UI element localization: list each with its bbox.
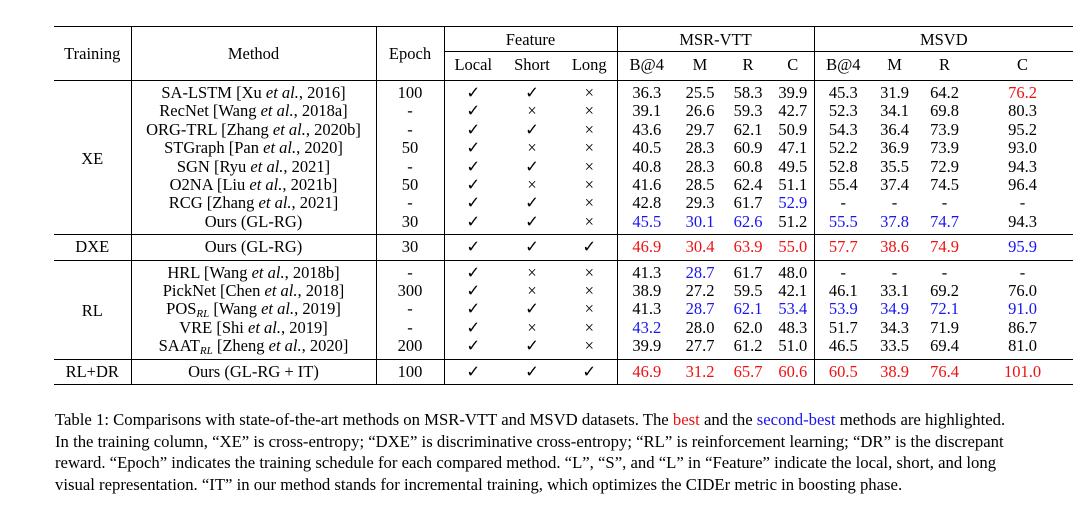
metric-value: - [1019, 193, 1026, 213]
table-body [54, 81, 1073, 385]
feature-mark: ✓ [525, 211, 539, 231]
citation-text: [Wang [209, 299, 262, 319]
metric-value: 62.4 [733, 175, 763, 195]
feature-mark: ✓ [502, 235, 562, 260]
metric-value: 65.7 [724, 359, 772, 384]
metric-value: 40.5 [632, 138, 662, 158]
method-subscript: RL [199, 345, 213, 358]
comparison-table [54, 26, 1073, 385]
metric-value: 95.9 [972, 235, 1073, 260]
method-cell [131, 81, 376, 103]
method-cell [131, 319, 376, 337]
feature-mark: ✓ [466, 211, 481, 231]
citation-text: [Zhang [202, 193, 259, 213]
method-name: RCG [168, 193, 203, 213]
citation-text: , 2021] [283, 156, 331, 176]
metric-value: 53.4 [772, 300, 814, 318]
feature-mark: ✓ [444, 359, 502, 384]
metric-value: 34.9 [880, 299, 909, 319]
feature-mark: × [562, 300, 617, 318]
citation-text: , 2016] [298, 83, 346, 102]
metric-value: 25.5 [676, 81, 724, 103]
metric-value: 91.0 [1008, 299, 1037, 319]
metric-value: 43.2 [632, 317, 662, 337]
metric-value: 62.1 [733, 119, 763, 139]
metric-value: 47.1 [772, 139, 814, 157]
metric-value: 48.0 [772, 260, 814, 282]
epoch-cell: 100 [376, 359, 444, 384]
method-cell [131, 260, 376, 282]
metric-value: 46.9 [617, 235, 676, 260]
metric-value: 80.3 [1008, 101, 1037, 121]
metric-value: 76.4 [917, 359, 972, 384]
training-cell: RL [54, 260, 131, 359]
citation-text: , 2020] [301, 336, 349, 356]
metric-value: 72.1 [930, 299, 959, 319]
metric-value: 73.9 [930, 119, 959, 139]
method-cell [131, 213, 376, 235]
metric-value: 55.4 [828, 175, 858, 195]
feature-mark: ✓ [444, 235, 502, 260]
feature-mark: ✓ [525, 299, 539, 319]
metric-value: 86.7 [1008, 317, 1037, 337]
citation-text: , 2018a] [293, 101, 348, 121]
table-row [54, 176, 1073, 194]
method-cell [131, 176, 376, 194]
metric-value: 28.5 [685, 175, 715, 195]
metric-value: 33.5 [880, 336, 909, 356]
metric-value: 35.5 [880, 156, 909, 176]
table-row [54, 260, 1073, 282]
metric-value: 62.6 [733, 211, 763, 231]
citation-text: [Shi [212, 317, 248, 337]
metric-value: 46.1 [828, 281, 858, 301]
epoch-cell: - [376, 300, 444, 318]
metric-value: 41.3 [617, 260, 676, 282]
metric-value: 37.4 [880, 175, 909, 195]
metric-value: 81.0 [1008, 336, 1037, 356]
citation-text: , 2019] [294, 299, 341, 319]
citation-text: , 2018] [297, 281, 345, 301]
metric-value: 49.5 [772, 158, 814, 176]
metric-header: B@4 [629, 54, 664, 74]
metric-value: 76.0 [1008, 281, 1037, 301]
metric-value: 34.1 [880, 101, 909, 121]
metric-value: 96.4 [1008, 175, 1037, 195]
metric-header: R [939, 54, 951, 74]
citation-etal: et al. [251, 262, 285, 282]
method-name: HRL [167, 262, 200, 282]
epoch-header: Epoch [376, 27, 444, 81]
metric-value: - [840, 193, 847, 213]
metric-value: 46.5 [828, 336, 858, 356]
epoch-cell: - [376, 260, 444, 282]
method-name: SA-LSTM [161, 83, 232, 102]
metric-value: 93.0 [1008, 138, 1037, 158]
citation-etal: et al. [258, 193, 292, 213]
feature-mark: × [502, 260, 562, 282]
citation-text: [Ryu [209, 156, 251, 176]
metric-value: - [917, 260, 972, 282]
epoch-cell: - [376, 194, 444, 212]
method-cell [131, 158, 376, 176]
metric-value: 73.9 [930, 138, 959, 158]
table-row [54, 139, 1073, 157]
epoch-cell: - [376, 121, 444, 139]
metric-value: 48.3 [772, 319, 814, 337]
metric-value: 39.9 [772, 81, 814, 103]
metric-value: 72.9 [930, 156, 959, 176]
caption-second-best-word: second-best [756, 410, 836, 429]
feature-mark: ✓ [466, 175, 481, 195]
metric-value: 38.9 [872, 359, 917, 384]
citation-etal: et al. [261, 299, 295, 319]
method-name: PickNet [162, 281, 216, 301]
method-cell [131, 235, 376, 260]
caption-line [55, 409, 1045, 431]
metric-value: 60.5 [814, 359, 872, 384]
metric-value: - [891, 193, 898, 213]
metric-header: M [887, 54, 902, 74]
method-name: Ours (GL-RG + IT) [188, 361, 319, 381]
metric-value: 26.6 [685, 101, 715, 121]
table-caption [55, 409, 1045, 495]
feature-local-header: Local [454, 54, 493, 74]
metric-value: 94.3 [1008, 156, 1037, 176]
training-header: Training [54, 27, 131, 81]
metric-value: 51.1 [772, 176, 814, 194]
metric-value: 60.6 [772, 359, 814, 384]
feature-mark: × [527, 101, 537, 121]
metric-value: 51.2 [772, 213, 814, 235]
metric-value: 62.1 [733, 299, 763, 319]
citation-text: , 2019] [281, 317, 328, 337]
metric-value: 28.3 [685, 156, 715, 176]
table-row [54, 213, 1073, 235]
feature-mark: ✓ [444, 260, 502, 282]
feature-header: Feature [444, 27, 617, 52]
method-name: POS [166, 299, 197, 319]
feature-mark: × [527, 281, 537, 301]
caption-text: and the [699, 410, 757, 429]
metric-value: 28.3 [685, 138, 715, 158]
method-name: VRE [179, 317, 213, 337]
epoch-cell: 30 [376, 235, 444, 260]
metric-value: 74.5 [930, 175, 959, 195]
training-cell: XE [54, 81, 131, 235]
metric-value: 39.9 [632, 336, 662, 356]
metric-value: - [941, 193, 948, 213]
metric-value: 54.3 [828, 119, 858, 139]
method-cell [131, 121, 376, 139]
method-name: Ours (GL-RG) [204, 211, 303, 231]
feature-mark: ✓ [444, 81, 502, 103]
metric-value: 38.6 [872, 235, 917, 260]
feature-mark: × [527, 138, 537, 158]
metric-value: 29.7 [685, 119, 715, 139]
metric-value: 101.0 [972, 359, 1073, 384]
method-name: Ours (GL-RG) [204, 237, 303, 257]
feature-mark: × [562, 337, 617, 359]
citation-etal: et al. [265, 83, 299, 102]
method-name: O2NA [169, 175, 213, 195]
method-cell [131, 359, 376, 384]
epoch-cell: 50 [376, 139, 444, 157]
method-header: Method [131, 27, 376, 81]
metric-value: 58.3 [724, 81, 772, 103]
epoch-cell: - [376, 319, 444, 337]
epoch-cell: - [376, 102, 444, 120]
table-row [54, 359, 1073, 384]
table-row [54, 282, 1073, 300]
metric-value: 76.2 [972, 81, 1073, 103]
metric-value: 28.7 [685, 299, 715, 319]
citation-text: [Pan [224, 138, 264, 158]
citation-etal: et al. [264, 281, 298, 301]
citation-etal: et al. [260, 101, 294, 121]
epoch-cell: 30 [376, 213, 444, 235]
metric-value: 40.8 [632, 156, 662, 176]
metric-value: 69.4 [930, 336, 959, 356]
metric-value: 69.8 [930, 101, 959, 121]
table-row [54, 337, 1073, 359]
citation-text: , 2021] [291, 193, 339, 213]
metric-value: 62.0 [733, 317, 763, 337]
feature-mark: × [562, 260, 617, 282]
metric-value: 31.2 [676, 359, 724, 384]
metric-value: 42.1 [772, 282, 814, 300]
metric-value: 31.9 [872, 81, 917, 103]
caption-best-word: best [672, 410, 700, 429]
citation-etal: et al. [272, 119, 306, 139]
table-row [54, 319, 1073, 337]
metric-value: 53.9 [828, 299, 858, 319]
method-name: STGraph [164, 138, 225, 158]
caption-line: visual representation. “IT” in our method stands for incremental training, which optimizes the CIDEr metric in boosting phase. [55, 474, 903, 494]
metric-value: 41.3 [632, 299, 662, 319]
feature-mark: ✓ [466, 138, 481, 158]
metric-value: 37.8 [880, 211, 909, 231]
training-cell: DXE [54, 235, 131, 260]
feature-mark: ✓ [502, 81, 562, 103]
metric-value: 52.9 [772, 194, 814, 212]
citation-etal: et al. [263, 138, 297, 158]
feature-mark: ✓ [466, 281, 481, 301]
table-row [54, 121, 1073, 139]
method-cell [131, 299, 376, 321]
metric-value: 50.9 [772, 121, 814, 139]
feature-long-header: Long [562, 52, 617, 81]
table-row [54, 102, 1073, 120]
citation-etal: et al. [268, 336, 302, 356]
method-cell [131, 282, 376, 300]
metric-value: 61.7 [733, 193, 763, 213]
metric-value: 46.9 [617, 359, 676, 384]
feature-mark: ✓ [466, 299, 481, 319]
method-name: SGN [176, 156, 210, 176]
metric-value: 95.2 [1008, 119, 1037, 139]
metric-value: - [814, 260, 872, 282]
caption-line: reward. “Epoch” indicates the training schedule for each compared method. “L”, “S”, and “L” in “Feature” indicate the local, short, and long [55, 453, 997, 473]
method-cell [131, 102, 376, 120]
metric-value: 28.0 [685, 317, 715, 337]
feature-mark: × [562, 319, 617, 337]
metric-value: 30.4 [676, 235, 724, 260]
feature-mark: × [562, 121, 617, 139]
metric-value: 52.3 [828, 101, 858, 121]
feature-mark: × [562, 213, 617, 235]
metric-value: 59.5 [733, 281, 763, 301]
feature-mark: ✓ [525, 119, 539, 139]
table-row [54, 300, 1073, 318]
feature-mark: ✓ [525, 193, 539, 213]
metric-value: 69.2 [930, 281, 959, 301]
feature-mark: ✓ [466, 336, 481, 356]
citation-text: [Zheng [212, 336, 269, 356]
citation-etal: et al. [249, 175, 283, 195]
method-cell [131, 139, 376, 157]
feature-mark: ✓ [466, 193, 481, 213]
metric-value: 74.7 [930, 211, 959, 231]
citation-text: [Liu [212, 175, 250, 195]
feature-mark: × [562, 139, 617, 157]
feature-mark: ✓ [562, 235, 617, 260]
metric-value: 29.3 [685, 193, 715, 213]
citation-text: [Zhang [216, 119, 273, 139]
epoch-cell: 100 [376, 81, 444, 103]
metric-value: 41.6 [632, 175, 662, 195]
metric-value: 55.5 [828, 211, 858, 231]
metric-value: 43.6 [632, 119, 662, 139]
caption-line: In the training column, “XE” is cross-entropy; “DXE” is discriminative cross-entropy; “RL” is reinforcement learning; “DR” is the discrepant [55, 431, 1004, 451]
table-row [54, 158, 1073, 176]
training-cell: RL+DR [54, 359, 131, 384]
metric-value: 30.1 [685, 211, 715, 231]
metric-value: 60.8 [733, 156, 763, 176]
caption-text: Table 1: Comparisons with state-of-the-art methods on MSR-VTT and MSVD datasets. The [55, 410, 673, 429]
metric-value: 52.8 [828, 156, 858, 176]
feature-mark: ✓ [466, 101, 481, 121]
metric-value: 63.9 [724, 235, 772, 260]
citation-text: , 2021b] [282, 175, 338, 195]
feature-mark: × [562, 282, 617, 300]
metric-value: 45.5 [632, 211, 662, 231]
feature-mark: ✓ [466, 119, 481, 139]
metric-value: 52.2 [828, 138, 858, 158]
epoch-cell: 300 [376, 282, 444, 300]
feature-short-header: Short [514, 54, 550, 74]
feature-mark: × [562, 158, 617, 176]
metric-value: 94.3 [1008, 211, 1037, 231]
metric-value: 51.7 [828, 317, 858, 337]
metric-value: 36.9 [880, 138, 909, 158]
metric-header: M [692, 54, 708, 74]
citation-text: [Wang [199, 262, 252, 282]
metric-value: 74.9 [917, 235, 972, 260]
method-cell [131, 194, 376, 212]
metric-value: 42.8 [632, 193, 662, 213]
feature-mark: × [562, 176, 617, 194]
feature-mark: × [562, 102, 617, 120]
metric-value: 57.7 [814, 235, 872, 260]
feature-mark: ✓ [525, 156, 539, 176]
metric-value: 64.2 [917, 81, 972, 103]
metric-value: 42.7 [772, 102, 814, 120]
metric-value: 33.1 [880, 281, 909, 301]
feature-mark: × [562, 81, 617, 103]
msvd-header: MSVD [814, 27, 1073, 52]
citation-text: , 2020b] [305, 119, 361, 139]
metric-value: 27.7 [685, 336, 715, 356]
metric-value: 38.9 [632, 281, 662, 301]
epoch-cell: - [376, 158, 444, 176]
epoch-cell: 200 [376, 337, 444, 359]
citation-text: , 2020] [296, 138, 343, 158]
metric-value: 51.0 [772, 337, 814, 359]
method-cell [131, 337, 376, 359]
table-row [54, 235, 1073, 260]
metric-header: C [772, 52, 814, 81]
method-name: RecNet [159, 101, 209, 121]
metric-header: C [1017, 54, 1029, 74]
citation-text: [Xu [231, 83, 266, 102]
metric-value: 71.9 [930, 317, 959, 337]
metric-value: 55.0 [772, 235, 814, 260]
metric-header: B@4 [826, 54, 861, 74]
feature-mark: ✓ [466, 317, 481, 337]
citation-text: [Chen [215, 281, 265, 301]
feature-mark: ✓ [502, 359, 562, 384]
metric-value: - [872, 260, 917, 282]
citation-text: [Wang [208, 101, 261, 121]
caption-text: methods are highlighted. [835, 410, 1006, 429]
method-subscript: RL [196, 308, 210, 321]
table-row [54, 81, 1073, 103]
method-name: ORG-TRL [146, 119, 217, 139]
feature-mark: ✓ [525, 336, 539, 356]
metric-value: 60.9 [733, 138, 763, 158]
metric-value: 39.1 [632, 101, 662, 121]
epoch-cell: 50 [376, 176, 444, 194]
feature-mark: ✓ [466, 156, 481, 176]
metric-value: 34.3 [880, 317, 909, 337]
metric-value: 28.7 [676, 260, 724, 282]
metric-value: 61.7 [724, 260, 772, 282]
citation-text: , 2018b] [284, 262, 340, 282]
citation-etal: et al. [248, 317, 281, 337]
metric-value: 45.3 [814, 81, 872, 103]
method-name: SAAT [158, 336, 200, 356]
metric-value: - [972, 260, 1073, 282]
feature-mark: ✓ [562, 359, 617, 384]
metric-header: R [742, 54, 754, 74]
feature-mark: × [527, 317, 537, 337]
table-row [54, 194, 1073, 212]
metric-value: 59.3 [733, 101, 763, 121]
feature-mark: × [527, 175, 537, 195]
msrvtt-header: MSR-VTT [617, 27, 814, 52]
metric-value: 61.2 [733, 336, 763, 356]
citation-etal: et al. [250, 156, 284, 176]
metric-value: 36.3 [617, 81, 676, 103]
metric-value: 27.2 [685, 281, 715, 301]
feature-mark: × [562, 194, 617, 212]
metric-value: 36.4 [880, 119, 909, 139]
